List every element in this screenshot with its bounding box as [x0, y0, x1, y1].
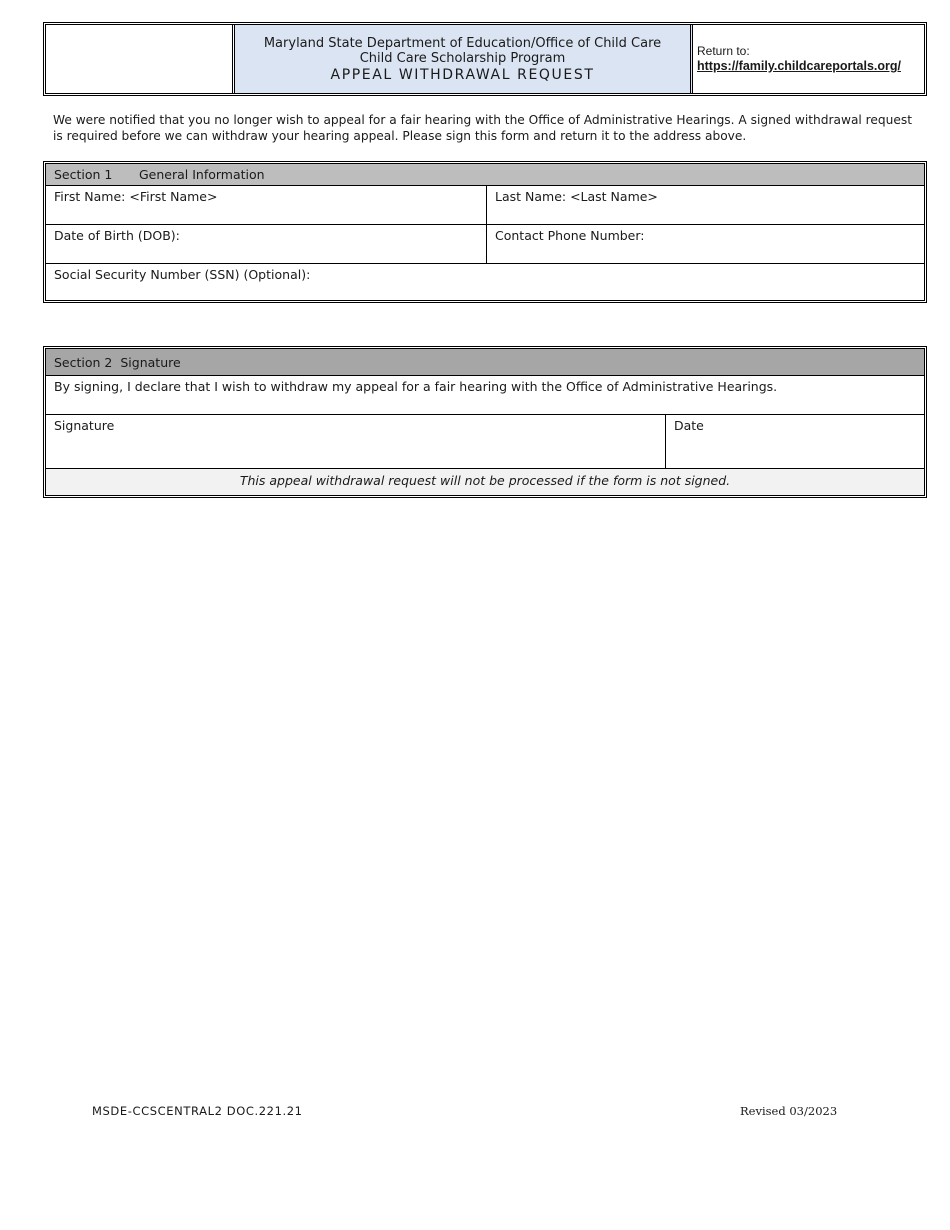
return-url-link[interactable]: https://family.childcareportals.org/ [697, 59, 901, 73]
signature-row [46, 415, 924, 469]
form-title: APPEAL WITHDRAWAL REQUEST [330, 66, 595, 83]
intro-paragraph: We were notified that you no longer wish to appeal for a fair hearing with the Office of Administrative Hearings. A signed withdrawal request is required before we can withdraw your hearing appeal. Please sign this form and return it to the address above. [53, 113, 913, 143]
section1-table [43, 161, 927, 303]
header-logo-area [46, 25, 235, 93]
return-to-label: Return to: [697, 44, 750, 58]
dob-field[interactable]: Date of Birth (DOB): [54, 228, 180, 243]
ssn-field[interactable]: Social Security Number (SSN) (Optional): [54, 267, 311, 282]
dob-phone-row [46, 225, 924, 264]
note-row [46, 469, 924, 495]
program-name: Child Care Scholarship Program [359, 50, 566, 66]
revision-date: Revised 03/2023 [740, 1104, 838, 1118]
section2-number: Section 2 [54, 354, 113, 370]
section2-header [46, 349, 924, 376]
agency-name: Maryland State Department of Education/Office of Child Care [263, 35, 662, 51]
unsigned-warning-note: This appeal withdrawal request will not be processed if the form is not signed. [239, 473, 731, 488]
section2-table [43, 346, 927, 498]
last-name-field[interactable]: Last Name: <Last Name> [486, 186, 924, 224]
section2-title: Signature [120, 354, 181, 370]
section1-title: General Information [139, 167, 265, 182]
date-field[interactable]: Date [665, 415, 924, 468]
first-name-field[interactable]: First Name: <First Name> [54, 189, 218, 204]
section1-number: Section 1 [54, 167, 113, 182]
return-to-block [693, 25, 924, 93]
ssn-row [46, 264, 924, 300]
name-row [46, 186, 924, 225]
signature-field[interactable]: Signature [54, 418, 115, 433]
declaration-text: By signing, I declare that I wish to withdraw my appeal for a fair hearing with the Office of Administrative Hearings. [54, 379, 778, 394]
form-id: MSDE-CCSCENTRAL2 DOC.221.21 [92, 1104, 303, 1118]
header-agency-block [235, 25, 693, 93]
form-header [43, 22, 927, 96]
phone-field[interactable]: Contact Phone Number: [486, 225, 924, 263]
section1-header [46, 164, 924, 186]
declaration-row [46, 376, 924, 415]
